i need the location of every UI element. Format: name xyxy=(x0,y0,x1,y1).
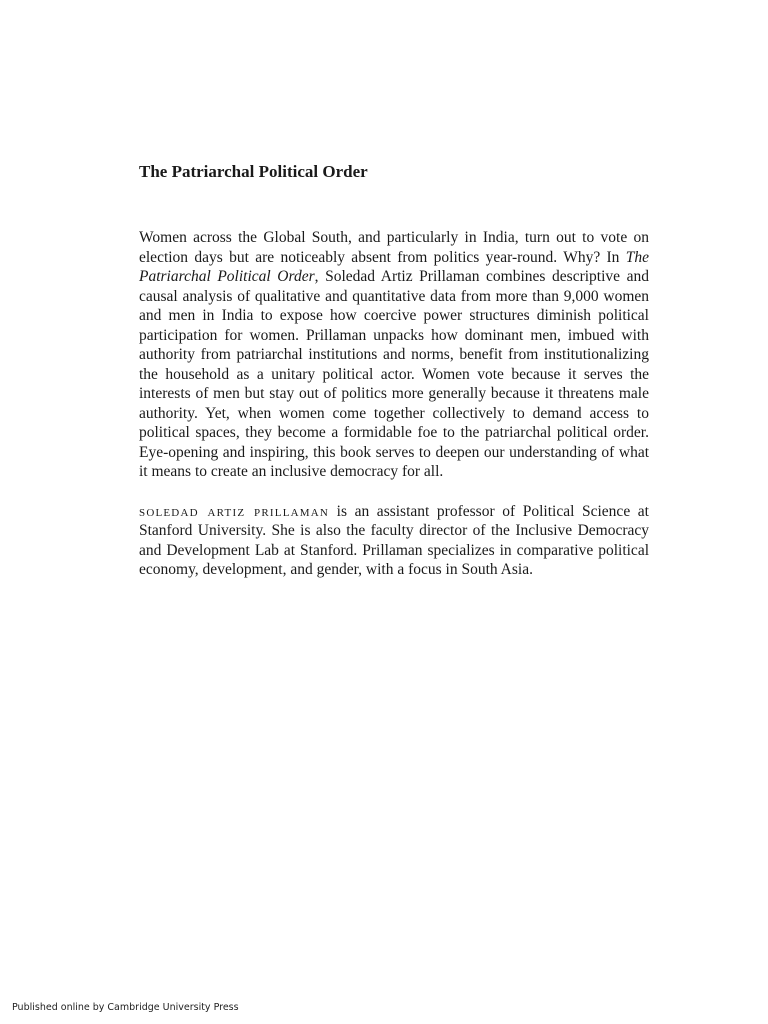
author-name: soledad artiz prillaman xyxy=(139,502,330,520)
description-text-start: Women across the Global South, and particularly in India, turn out to vote on election days but are noticeably absent from politics year-round. Why? In xyxy=(139,229,649,266)
description-text-end: , Soledad Artiz Prillaman combines descriptive and causal analysis of qualitative and quantitative data from more than 9,000 women and men in India to expose how coercive power structures diminish political participation for women. Prillaman unpacks how dominant men, imbued with authority from patriarchal institutions and norms, benefit from institutionalizing the household as a unitary political actor. Women vote because it serves the interests of men but stay out of politics more generally because it threatens male authority. Yet, when women come together collectively to demand access to political spaces, they become a formidable foe to the patriarchal political order. Eye-opening and inspiring, this book serves to deepen our understanding of what it means to create an inclusive democracy for all. xyxy=(139,268,649,480)
publisher-footer: Published online by Cambridge University Press xyxy=(12,1002,239,1013)
author-bio xyxy=(139,502,649,580)
book-description xyxy=(139,228,649,482)
author-bio-text: is an assistant professor of Political Science at Stanford University. She is also the faculty director of the Inclusive Democracy and Development Lab at Stanford. Prillaman specializes in comparative political economy, development, and gender, with a focus in South Asia. xyxy=(139,502,649,578)
description-title-italic: The Patriarchal Political Order xyxy=(139,248,649,285)
book-title: The Patriarchal Political Order xyxy=(139,162,368,181)
page-content xyxy=(139,160,649,580)
